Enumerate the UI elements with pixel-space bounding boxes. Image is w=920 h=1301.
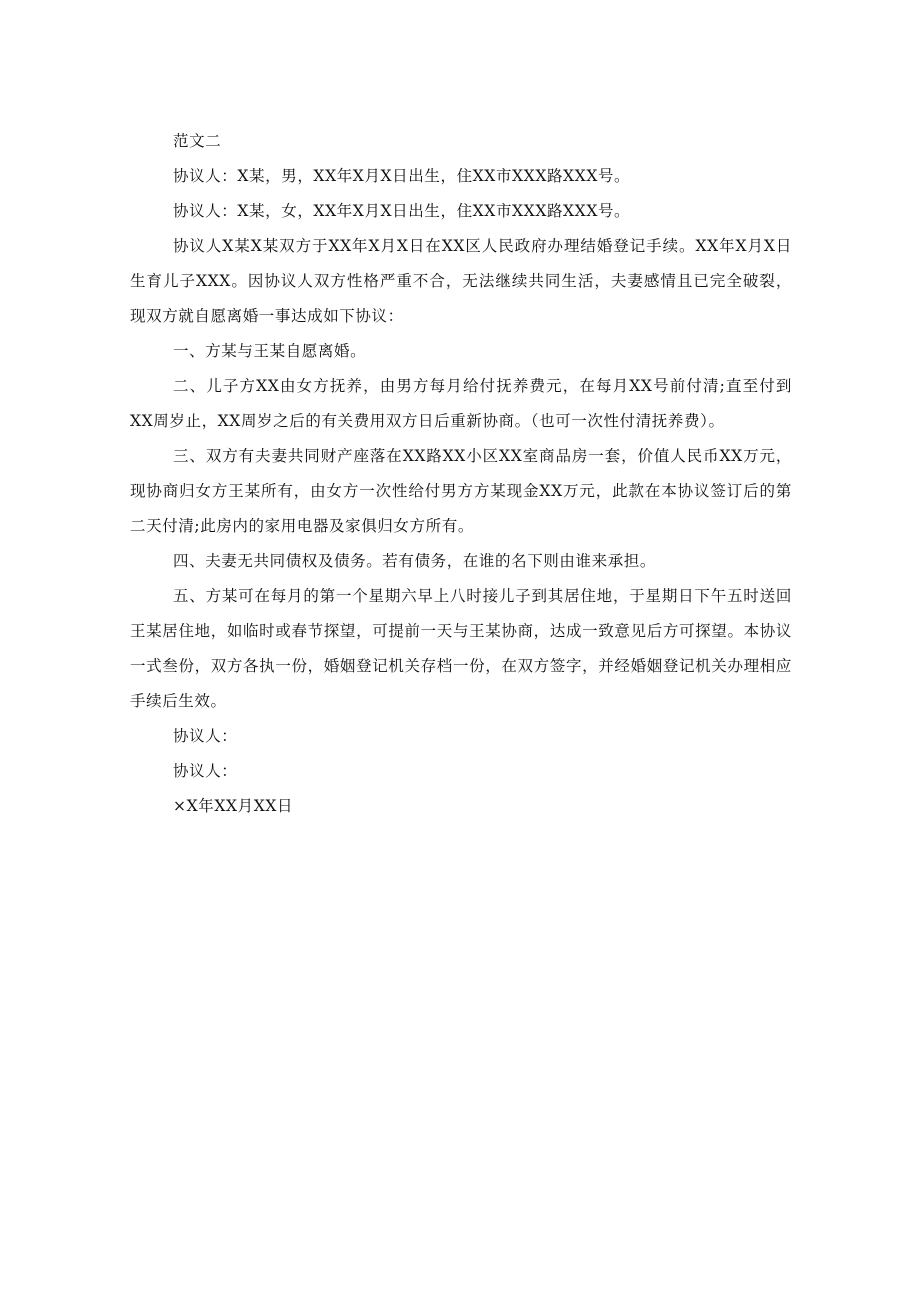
clause-1: 一、方某与王某自愿离婚。 bbox=[173, 342, 367, 360]
document-body bbox=[130, 124, 792, 824]
clause-2: 二、儿子方XX由女方抚养，由男方每月给付抚养费元，在每月XX号前付清;直至付到XX周岁止，XX周岁之后的有关费用双方日后重新协商。（也可一次性付清抚养费）。 bbox=[130, 377, 792, 430]
signature-line-1: 协议人： bbox=[173, 727, 238, 745]
signature-line-2: 协议人： bbox=[173, 762, 238, 780]
clause-5: 五、方某可在每月的第一个星期六早上八时接儿子到其居住地，于星期日下午五时送回王某居住地，如临时或春节探望，可提前一天与王某协商，达成一致意见后方可探望。本协议一式叁份，双方各执一份，婚姻登记机关存档一份，在双方签字，并经婚姻登记机关办理相应手续后生效。 bbox=[130, 587, 792, 710]
document-heading: 范文二 bbox=[173, 132, 222, 150]
date-line: ×X年XX月XX日 bbox=[173, 797, 294, 815]
clause-4: 四、夫妻无共同债权及债务。若有债务，在谁的名下则由谁来承担。 bbox=[173, 552, 657, 570]
party-1-line: 协议人：X某，男，XX年X月X日出生，住XX市XXX路XXX号。 bbox=[173, 167, 631, 185]
intro-paragraph: 协议人X某X某双方于XX年X月X日在XX区人民政府办理结婚登记手续。XX年X月X日生育儿子XXX。因协议人双方性格严重不合，无法继续共同生活，夫妻感情且已完全破裂，现双方就自愿离婚一事达成如下协议： bbox=[130, 237, 792, 325]
party-2-line: 协议人：X某，女，XX年X月X日出生，住XX市XXX路XXX号。 bbox=[173, 202, 631, 220]
clause-3: 三、双方有夫妻共同财产座落在XX路XX小区XX室商品房一套，价值人民币XX万元，现协商归女方王某所有，由女方一次性给付男方方某现金XX万元，此款在本协议签订后的第二天付清;此房内的家用电器及家俱归女方所有。 bbox=[130, 447, 792, 535]
